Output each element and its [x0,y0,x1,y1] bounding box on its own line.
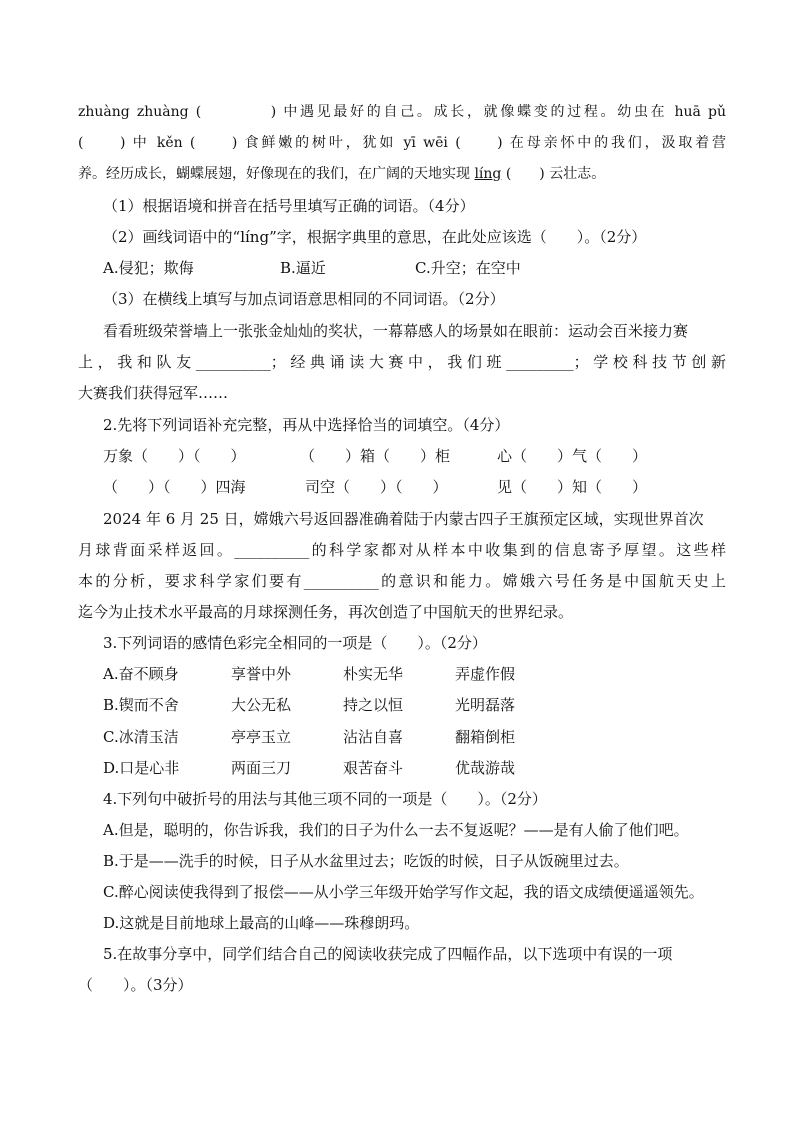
q3-b-4: 光明磊落 [455,696,516,714]
word-blank-2: （ ）箱（ ）柜 [300,447,451,465]
q3-b-3: 持之以恒 [343,696,404,714]
q3-a-4: 弄虚作假 [455,665,516,683]
q4-option-b: B.于是——洗手的时候，日子从水盆里过去；吃饭的时候，日子从饭碗里过去。 [103,852,629,870]
question-1-2: （2）画线词语中的“líng”字，根据字典里的意思，在此处应该选（ ）。（2分） [103,228,647,246]
paragraph-line-2: 上，我和队友__________；经典诵读大赛中，我们班_________；学校科技节创新 [78,353,726,371]
q3-d-1: D.口是心非 [103,759,180,777]
question-4: 4.下列句中破折号的用法与其他三项不同的一项是（ ）。（2分） [103,790,547,808]
passage-line-1: zhuàng zhuàng ( ) 中遇见最好的自己。成长，就像蝶变的过程。幼虫在 huā pǔ [78,104,726,120]
q3-a-3: 朴实无华 [343,665,404,683]
option-c: C.升空；在空中 [415,259,521,277]
word-blank-1: 万象（ ）（ ） [103,447,246,465]
passage-line-3-start: 养。经历成长，蝴蝶展翅，好像现在的我们，在广阔的天地实现 [78,166,475,182]
word-blank-3: 心（ ）气（ ） [497,447,648,465]
q3-c-3: 沾沾自喜 [343,728,404,746]
paragraph-2-line-4: 迄今为止技术水平最高的月球探测任务，再次创造了中国航天的世界纪录。 [78,603,574,621]
paragraph-line-1: 看看班级荣誉墙上一张张金灿灿的奖状，一幕幕感人的场景如在眼前：运动会百米接力赛 [103,322,689,340]
question-1-3: （3）在横线上填写与加点词语意思相同的不同词语。（2分） [103,290,505,308]
option-a: A.侵犯；欺侮 [103,259,194,277]
underlined-ling: líng [474,166,502,182]
q3-c-2: 亭亭玉立 [231,728,292,746]
question-3: 3.下列词语的感情色彩完全相同的一项是（ ）。（2分） [103,634,487,652]
question-1-1: （1）根据语境和拼音在括号里填写正确的词语。（4分） [103,197,475,215]
passage-line-2: ( ) 中 kěn ( ) 食鲜嫩的树叶，犹如 yī wēi ( ) 在母亲怀中的我们，汲取着营 [78,135,726,151]
q3-d-4: 优哉游哉 [455,759,516,777]
question-5-line-2: （ ）。（3分） [78,976,193,994]
word-blank-4: （ ）（ ）四海 [103,478,246,496]
paragraph-2-line-1: 2024 年 6 月 25 日，嫦娥六号返回器准确着陆于内蒙古四子王旗预定区域，实现世界首次 [103,510,704,528]
word-blank-5: 司空（ ）（ ） [305,478,448,496]
q4-option-d: D.这就是目前地球上最高的山峰——珠穆朗玛。 [103,914,420,932]
passage-line-3 [78,163,726,185]
q4-option-c: C.醉心阅读使我得到了报偿——从小学三年级开始学写作文起，我的语文成绩便遥遥领先。 [103,883,704,901]
q3-c-4: 翻箱倒柜 [455,728,516,746]
paragraph-line-3: 大赛我们获得冠军…… [78,384,229,402]
q3-c-1: C.冰清玉洁 [103,728,179,746]
q3-b-1: B.锲而不舍 [103,696,179,714]
q3-d-2: 两面三刀 [231,759,292,777]
passage-line-3-end: ( ) 云壮志。 [501,166,606,182]
q3-a-2: 享誉中外 [231,665,292,683]
q4-option-a: A.但是，聪明的，你告诉我，我们的日子为什么一去不复返呢？——是有人偷了他们吧。 [103,821,689,839]
option-b: B.逼近 [280,259,326,277]
question-5-line-1: 5.在故事分享中，同学们结合自己的阅读收获完成了四幅作品，以下选项中有误的一项 [103,945,673,963]
q3-a-1: A.奋不顾身 [103,665,179,683]
question-2: 2.先将下列词语补充完整，再从中选择恰当的词填空。（4分） [103,416,510,434]
paragraph-2-line-2: 月球背面采样返回。__________的科学家都对从样本中收集到的信息寄予厚望。这些样 [78,541,726,559]
q3-d-3: 艰苦奋斗 [343,759,404,777]
q3-b-2: 大公无私 [231,696,292,714]
paragraph-2-line-3: 本的分析，要求科学家们要有__________的意识和能力。嫦娥六号任务是中国航天史上 [78,572,726,590]
word-blank-6: 见（ ）知（ ） [497,478,648,496]
